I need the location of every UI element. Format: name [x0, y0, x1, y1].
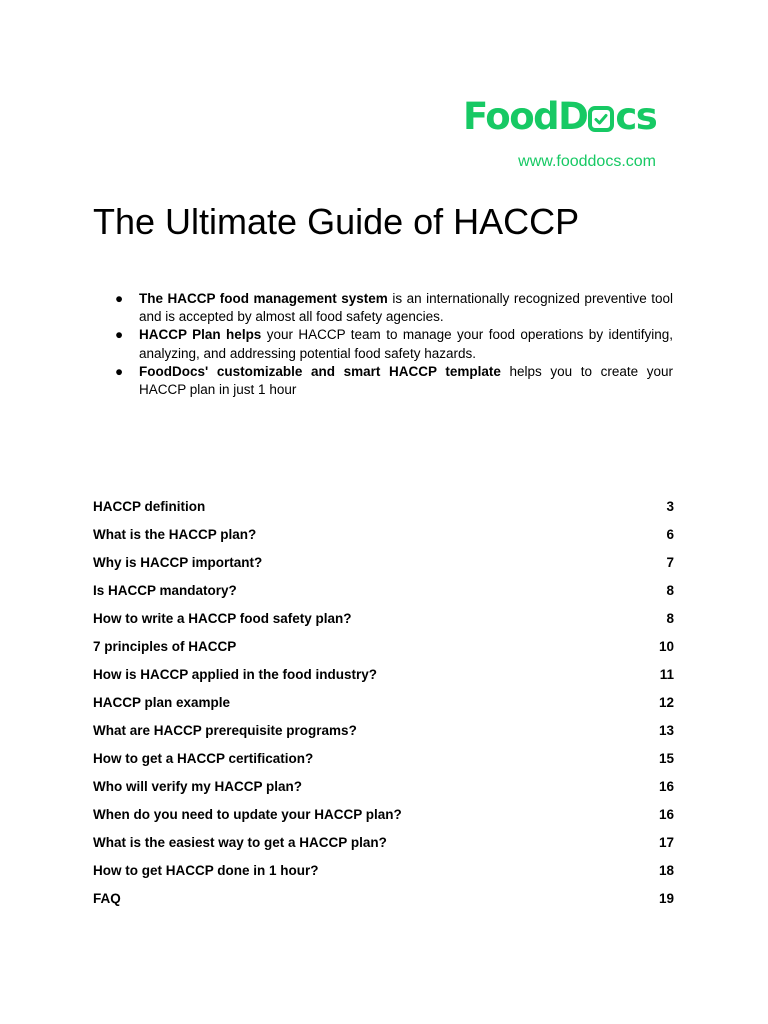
- toc-page-number[interactable]: 15: [658, 750, 674, 766]
- toc-label[interactable]: When do you need to update your HACCP plan?: [93, 806, 402, 822]
- toc-page-number[interactable]: 10: [658, 638, 674, 654]
- toc-label[interactable]: How is HACCP applied in the food industry?: [93, 666, 378, 682]
- toc-entry[interactable]: [93, 688, 674, 716]
- bullet-item: [93, 363, 673, 399]
- toc-page-number[interactable]: 19: [658, 890, 674, 906]
- toc-page-number[interactable]: 12: [658, 694, 674, 710]
- toc-entry[interactable]: [93, 716, 674, 744]
- bullet-text: is an internationally recognized preventive tool and is accepted by almost all food safety agencies.: [139, 291, 673, 325]
- toc-label[interactable]: HACCP definition: [93, 498, 206, 514]
- toc-entry[interactable]: [93, 632, 674, 660]
- toc-label[interactable]: What are HACCP prerequisite programs?: [93, 722, 357, 738]
- toc-page-number[interactable]: 11: [659, 666, 674, 682]
- toc-page-number[interactable]: 6: [666, 526, 674, 542]
- toc-label[interactable]: HACCP plan example: [93, 694, 231, 710]
- toc-label[interactable]: FAQ: [93, 890, 121, 906]
- toc-page-number[interactable]: 7: [666, 554, 674, 570]
- toc-page-number[interactable]: 3: [666, 498, 674, 514]
- toc-page-number[interactable]: 8: [666, 610, 674, 626]
- website-link[interactable]: www.fooddocs.com: [518, 153, 656, 170]
- toc-entry[interactable]: [93, 800, 674, 828]
- toc-page-number[interactable]: 13: [658, 722, 674, 738]
- toc-entry[interactable]: [93, 492, 674, 520]
- toc-page-number[interactable]: 16: [658, 806, 674, 822]
- toc-entry[interactable]: [93, 660, 674, 688]
- bullet-dot: ●: [115, 291, 124, 306]
- toc-page-number[interactable]: 16: [658, 778, 674, 794]
- toc-label[interactable]: How to get HACCP done in 1 hour?: [93, 862, 319, 878]
- toc-entry[interactable]: [93, 576, 674, 604]
- toc-label[interactable]: What is the HACCP plan?: [93, 526, 257, 542]
- toc-entry[interactable]: [93, 744, 674, 772]
- bullet-dot: ●: [115, 327, 124, 343]
- fooddocs-logo: [463, 96, 663, 138]
- toc-entry[interactable]: [93, 772, 674, 800]
- intro-bullet-list: [93, 290, 673, 399]
- table-of-contents: [93, 492, 674, 912]
- bullet-item: [93, 290, 673, 326]
- bullet-text: helps you to create your HACCP plan in just 1 hour: [139, 363, 673, 398]
- toc-label[interactable]: 7 principles of HACCP: [93, 638, 237, 654]
- bullet-bold-text: FoodDocs' customizable and smart HACCP template: [139, 363, 501, 379]
- toc-label[interactable]: What is the easiest way to get a HACCP plan?: [93, 834, 387, 850]
- toc-label[interactable]: Why is HACCP important?: [93, 554, 263, 570]
- toc-page-number[interactable]: 17: [658, 834, 674, 850]
- toc-entry[interactable]: [93, 548, 674, 576]
- bullet-text: your HACCP team to manage your food operations by identifying, analyzing, and addressing potential food safety hazards.: [139, 327, 674, 361]
- toc-label[interactable]: Is HACCP mandatory?: [93, 582, 237, 598]
- checkbox-o-icon: [588, 106, 614, 132]
- logo-text-end: cs: [615, 95, 657, 138]
- toc-entry[interactable]: [93, 828, 674, 856]
- bullet-bold-text: The HACCP food management system: [139, 291, 388, 306]
- toc-label[interactable]: How to get a HACCP certification?: [93, 750, 314, 766]
- toc-label[interactable]: Who will verify my HACCP plan?: [93, 778, 303, 794]
- bullet-bold-text: HACCP Plan helps: [139, 327, 262, 343]
- bullet-item: [93, 326, 673, 362]
- toc-entry[interactable]: [93, 520, 674, 548]
- logo-text-start: FoodD: [463, 95, 588, 138]
- toc-entry[interactable]: [93, 856, 674, 884]
- bullet-dot: ●: [115, 363, 124, 379]
- toc-page-number[interactable]: 18: [658, 862, 674, 878]
- toc-entry[interactable]: [93, 884, 674, 912]
- toc-entry[interactable]: [93, 604, 674, 632]
- toc-page-number[interactable]: 8: [666, 582, 674, 598]
- toc-label[interactable]: How to write a HACCP food safety plan?: [93, 610, 352, 626]
- page-title: The Ultimate Guide of HACCP: [93, 201, 580, 242]
